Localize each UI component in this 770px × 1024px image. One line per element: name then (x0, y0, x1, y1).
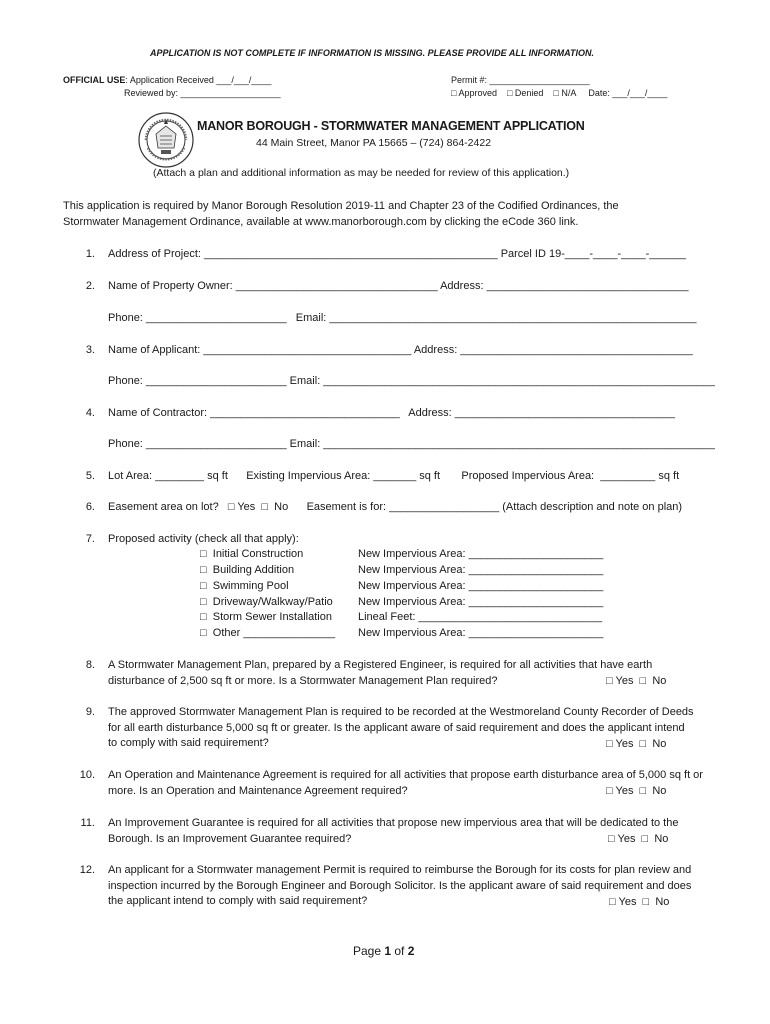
activity-lineal-feet-field[interactable]: Lineal Feet: ______________________________ (358, 611, 603, 623)
official-use-label: OFFICIAL USE (63, 75, 126, 85)
item-number: 3. (85, 344, 95, 356)
attach-plan-note: (Attach a plan and additional information as may be needed for review of this application.) (153, 167, 570, 179)
item-number: 8. (85, 659, 95, 671)
reviewed-by-field[interactable]: Reviewed by: ____________________ (124, 88, 281, 98)
project-address-field[interactable]: Address of Project: ________________________________________________ Parcel ID 19-____-____-____-______ (108, 248, 686, 260)
recording-question: The approved Stormwater Management Plan is required to be recorded at the Westmoreland County Recorder of Deeds for all earth disturbance 5,000 sq ft or greater. Is the applicant aware of said requirement and does the applicant intend to comply with said requirement? (108, 706, 694, 749)
official-use-line (63, 75, 271, 85)
borough-address: 44 Main Street, Manor PA 15665 – (724) 864-2422 (256, 137, 492, 149)
activity-area-field[interactable]: New Impervious Area: ______________________ (358, 627, 604, 639)
intro-paragraph: This application is required by Manor Borough Resolution 2019-11 and Chapter 23 of the Codified Ordinances, the Stormwater Management Ordinance, available at www.manorborough.com by clicking the eCode 360 link. (63, 200, 619, 228)
reimbursement-question: An applicant for a Stormwater management Permit is required to reimburse the Borough for its costs for plan review and inspection incurred by the Borough Engineer and Borough Solicitor. Is the applicant aware of said requirement and does the applicant intend to comply with said requirement? (108, 864, 692, 907)
activity-checkbox-storm-sewer[interactable]: □ Storm Sewer Installation (200, 611, 332, 623)
permit-number-field[interactable]: Permit #: ____________________ (451, 75, 590, 85)
applicant-contact-field[interactable]: Phone: _______________________ Email: ________________________________________________________________ (108, 375, 715, 387)
page-total: 2 (407, 944, 415, 958)
activity-area-field[interactable]: New Impervious Area: ______________________ (358, 564, 604, 576)
activity-area-field[interactable]: New Impervious Area: ______________________ (358, 580, 604, 592)
contractor-field[interactable]: Name of Contractor: _______________________________ Address: ____________________________________ (108, 407, 676, 419)
borough-seal-icon (138, 112, 194, 168)
om-agreement-question: An Operation and Maintenance Agreement is required for all activities that propose earth disturbance area of 5,000 sq ft or more. Is an Operation and Maintenance Agreement required? (108, 769, 703, 797)
activity-checkbox-driveway[interactable]: □ Driveway/Walkway/Patio (200, 596, 333, 608)
item-number: 11. (80, 817, 95, 829)
reimbursement-yes-no[interactable]: □ Yes □ No (609, 896, 670, 908)
activity-checkbox-swimming-pool[interactable]: □ Swimming Pool (200, 580, 289, 592)
item-number: 9. (85, 706, 95, 718)
page-prefix: Page (353, 944, 385, 958)
item-number: 2. (85, 280, 95, 292)
recording-yes-no[interactable]: □ Yes □ No (606, 738, 667, 750)
application-received-field[interactable]: : Application Received ___/___/____ (125, 75, 272, 85)
item-number: 4. (85, 407, 95, 419)
incomplete-notice: APPLICATION IS NOT COMPLETE IF INFORMATION IS MISSING. PLEASE PROVIDE ALL INFORMATION. (150, 48, 595, 58)
item-number: 12. (79, 864, 95, 876)
page-number: 1 (384, 944, 392, 958)
item-number: 5. (85, 470, 95, 482)
page-of: of (391, 944, 408, 958)
swm-plan-question: A Stormwater Management Plan, prepared by a Registered Engineer, is required for all activities that have earth disturbance of 2,500 sq ft or more. Is a Stormwater Management Plan required? (108, 659, 653, 687)
proposed-activity-label: Proposed activity (check all that apply): (108, 533, 299, 545)
owner-contact-field[interactable]: Phone: _______________________ Email: ____________________________________________________________ (108, 312, 697, 324)
activity-checkbox-initial-construction[interactable]: □ Initial Construction (200, 548, 304, 560)
activity-checkbox-building-addition[interactable]: □ Building Addition (200, 564, 295, 576)
item-number: 1. (85, 248, 95, 260)
activity-area-field[interactable]: New Impervious Area: ______________________ (358, 596, 604, 608)
activity-area-field[interactable]: New Impervious Area: ______________________ (358, 548, 604, 560)
improvement-guarantee-question: An Improvement Guarantee is required for all activities that propose new impervious area that will be dedicated to the Borough. Is an Improvement Guarantee required? (108, 817, 679, 845)
contractor-contact-field[interactable]: Phone: _______________________ Email: ________________________________________________________________ (108, 438, 715, 450)
form-title: MANOR BOROUGH - STORMWATER MANAGEMENT APPLICATION (197, 119, 585, 133)
improvement-guarantee-yes-no[interactable]: □ Yes □ No (608, 833, 669, 845)
activity-checkbox-other[interactable]: □ Other _______________ (200, 627, 336, 639)
approval-status-checkboxes[interactable]: □ Approved □ Denied □ N/A Date: ___/___/____ (451, 88, 668, 98)
item-number: 7. (85, 533, 95, 545)
om-agreement-yes-no[interactable]: □ Yes □ No (606, 785, 667, 797)
applicant-field[interactable]: Name of Applicant: __________________________________ Address: ______________________________________ (108, 344, 693, 356)
page-indicator (353, 944, 414, 958)
item-number: 6. (85, 501, 95, 513)
property-owner-field[interactable]: Name of Property Owner: _________________________________ Address: _________________________________ (108, 280, 689, 292)
swm-plan-yes-no[interactable]: □ Yes □ No (606, 675, 667, 687)
area-fields[interactable]: Lot Area: ________ sq ft Existing Impervious Area: _______ sq ft Proposed Impervious Area: _________ sq ft (108, 470, 680, 482)
item-number: 10. (79, 769, 95, 781)
easement-field[interactable]: Easement area on lot? □ Yes □ No Easement is for: __________________ (Attach description and note on plan) (108, 501, 683, 513)
